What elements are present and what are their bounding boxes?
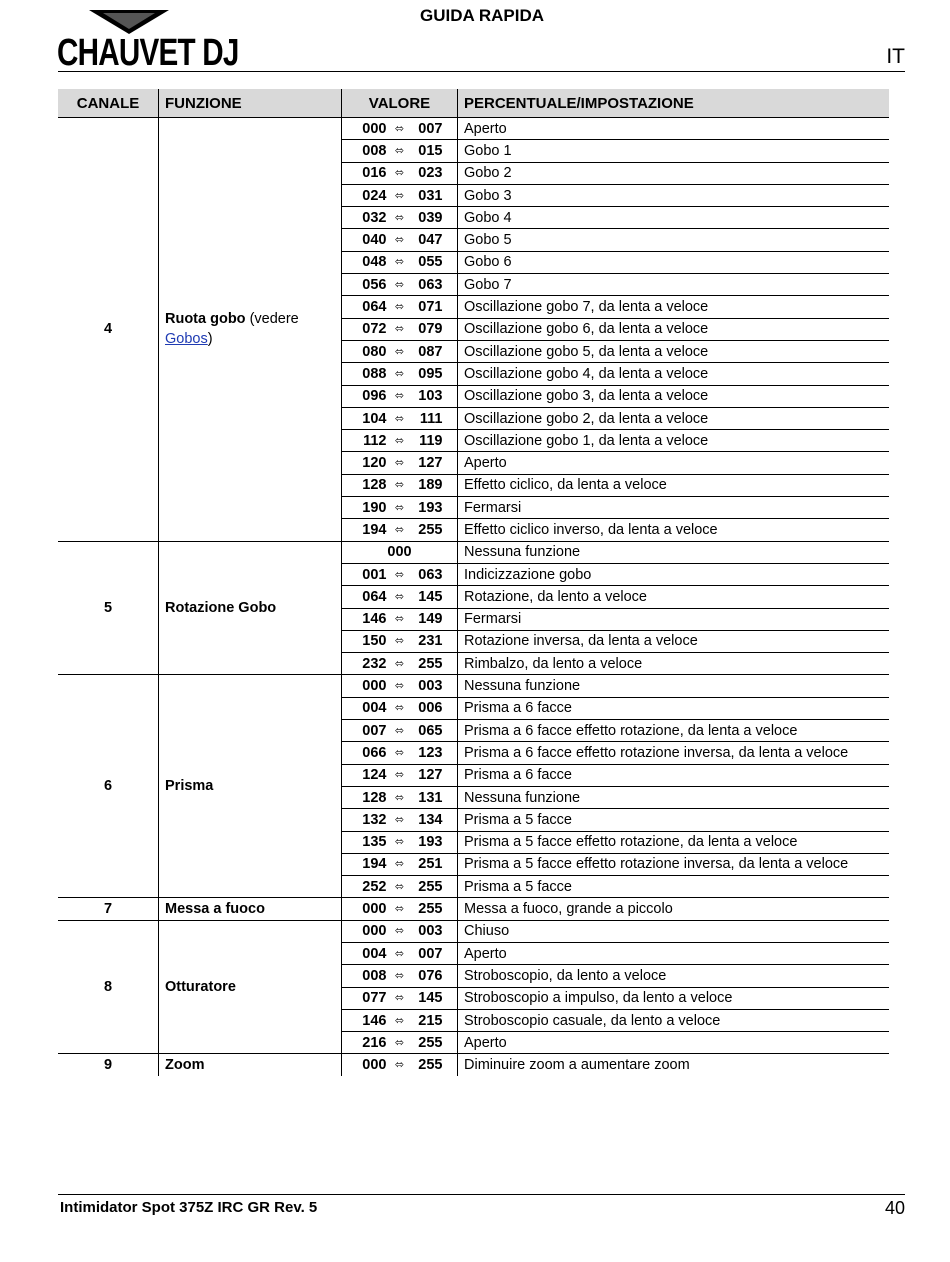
dmx-value-range [342, 630, 458, 652]
value-low: 194 [362, 521, 387, 538]
dmx-value-range [342, 1032, 458, 1054]
setting-description: Prisma a 5 facce [458, 876, 890, 898]
column-header-canale: CANALE [58, 89, 159, 118]
value-high: 255 [418, 878, 443, 895]
range-arrow-icon: ⬄ [394, 301, 405, 314]
setting-description: Prisma a 5 facce effetto rotazione inversa, da lenta a veloce [458, 853, 890, 875]
value-high: 065 [418, 722, 443, 739]
range-arrow-icon: ⬄ [394, 479, 405, 492]
range-arrow-icon: ⬄ [394, 613, 405, 626]
value-low: 096 [362, 388, 387, 405]
range-arrow-icon: ⬄ [394, 434, 405, 447]
setting-description: Prisma a 6 facce [458, 697, 890, 719]
value-low: 216 [362, 1034, 387, 1051]
dmx-value-range [342, 118, 458, 140]
range-arrow-icon: ⬄ [394, 947, 405, 960]
setting-description: Effetto ciclico, da lenta a veloce [458, 474, 890, 496]
range-arrow-icon: ⬄ [394, 523, 405, 536]
value-low: 001 [362, 566, 387, 583]
value-high: 047 [418, 232, 443, 249]
setting-description: Fermarsi [458, 608, 890, 630]
setting-description: Fermarsi [458, 497, 890, 519]
dmx-value-range [342, 675, 458, 697]
dmx-value-range [342, 474, 458, 496]
value-high: 003 [418, 923, 443, 940]
footer-document-name: Intimidator Spot 375Z IRC GR Rev. 5 [60, 1199, 318, 1216]
dmx-value-range [342, 318, 458, 340]
range-arrow-icon: ⬄ [394, 635, 405, 648]
value-low: 128 [362, 477, 387, 494]
setting-description: Oscillazione gobo 5, da lenta a veloce [458, 340, 890, 362]
value-high: 095 [418, 365, 443, 382]
dmx-value-range [342, 162, 458, 184]
dmx-value-range [342, 831, 458, 853]
range-arrow-icon: ⬄ [394, 278, 405, 291]
dmx-value-range [342, 274, 458, 296]
header-divider [58, 71, 905, 72]
dmx-value-range [342, 697, 458, 719]
value-low: 008 [362, 142, 387, 159]
language-code: IT [886, 45, 905, 68]
value-low: 000 [362, 1057, 387, 1074]
range-arrow-icon: ⬄ [394, 724, 405, 737]
brand-wordmark: CHAUVET DJ [57, 32, 239, 74]
dmx-value-range [342, 296, 458, 318]
value-high: 031 [418, 187, 443, 204]
dmx-value-range [342, 786, 458, 808]
value-low: 232 [362, 655, 387, 672]
value-high: 007 [418, 120, 443, 137]
value-low: 000 [362, 120, 387, 137]
setting-description: Diminuire zoom a aumentare zoom [464, 1057, 690, 1074]
value-low: 000 [387, 544, 412, 561]
dmx-value-range [342, 853, 458, 875]
setting-description: Oscillazione gobo 1, da lenta a veloce [458, 430, 890, 452]
value-low: 135 [362, 834, 387, 851]
value-high: 131 [418, 789, 443, 806]
value-high: 123 [418, 744, 443, 761]
dmx-value-range [342, 563, 458, 585]
setting-description: Nessuna funzione [458, 541, 890, 563]
dmx-value-range [342, 586, 458, 608]
channel-function [159, 541, 342, 675]
table-row [58, 1054, 889, 1076]
setting-description: Nessuna funzione [458, 675, 890, 697]
range-arrow-icon: ⬄ [394, 390, 405, 403]
value-high: 071 [418, 299, 443, 316]
setting-description: Oscillazione gobo 7, da lenta a veloce [458, 296, 890, 318]
dmx-value-range [342, 987, 458, 1009]
column-header-valore: VALORE [342, 89, 458, 118]
value-high: 251 [418, 856, 443, 873]
range-arrow-icon: ⬄ [394, 167, 405, 180]
dmx-value-range [342, 140, 458, 162]
channel-function [159, 898, 342, 920]
function-name: Rotazione Gobo [165, 600, 277, 617]
dmx-channel-table [58, 89, 889, 1076]
setting-description: Aperto [458, 942, 890, 964]
setting-description: Stroboscopio a impulso, da lento a veloce [458, 987, 890, 1009]
value-low: 112 [363, 432, 387, 449]
channel-number: 4 [58, 118, 159, 542]
range-arrow-icon: ⬄ [394, 122, 405, 135]
dmx-value-range [342, 1009, 458, 1031]
value-low: 190 [362, 499, 387, 516]
value-high: 255 [418, 1034, 443, 1051]
channel-function [159, 1054, 342, 1076]
dmx-value-range [342, 430, 458, 452]
value-high: 103 [418, 388, 443, 405]
value-high: 255 [418, 901, 443, 918]
value-low: 000 [362, 923, 387, 940]
value-low: 064 [362, 299, 387, 316]
range-arrow-icon: ⬄ [394, 590, 405, 603]
value-high: 189 [418, 477, 443, 494]
range-arrow-icon: ⬄ [394, 836, 405, 849]
value-low: 000 [362, 678, 387, 695]
value-low: 024 [362, 187, 387, 204]
value-low: 040 [362, 232, 387, 249]
value-high: 127 [418, 455, 443, 472]
setting-description: Gobo 1 [458, 140, 890, 162]
setting-description: Rimbalzo, da lento a veloce [458, 653, 890, 675]
setting-description: Aperto [458, 452, 890, 474]
value-high: 039 [418, 209, 443, 226]
dmx-value-range [342, 229, 458, 251]
setting-description: Stroboscopio casuale, da lento a veloce [458, 1009, 890, 1031]
range-arrow-icon: ⬄ [394, 323, 405, 336]
table-row [58, 920, 889, 942]
dmx-value-range [342, 1054, 458, 1076]
function-name: Zoom [165, 1057, 205, 1074]
dmx-value-range [342, 541, 458, 563]
value-low: 064 [362, 588, 387, 605]
value-high: 193 [418, 834, 443, 851]
footer-divider [58, 1194, 905, 1195]
range-arrow-icon: ⬄ [394, 657, 405, 670]
setting-description: Aperto [458, 118, 890, 140]
range-arrow-icon: ⬄ [394, 256, 405, 269]
value-high: 007 [418, 945, 443, 962]
value-low: 146 [362, 611, 387, 628]
channel-number: 7 [58, 898, 159, 920]
setting-description: Prisma a 5 facce effetto rotazione, da lenta a veloce [458, 831, 890, 853]
table-row [58, 541, 889, 563]
function-name: Otturatore [165, 979, 236, 996]
setting-description: Stroboscopio, da lento a veloce [458, 965, 890, 987]
range-arrow-icon: ⬄ [394, 144, 405, 157]
value-high: 215 [418, 1012, 443, 1029]
value-low: 032 [362, 209, 387, 226]
document-title: GUIDA RAPIDA [419, 6, 545, 25]
channel-number: 5 [58, 541, 159, 675]
setting-description: Prisma a 6 facce effetto rotazione inversa, da lenta a veloce [458, 742, 890, 764]
setting-description: Gobo 3 [458, 184, 890, 206]
table-row [58, 675, 889, 697]
setting-description: Oscillazione gobo 4, da lenta a veloce [458, 363, 890, 385]
value-low: 194 [362, 856, 387, 873]
range-arrow-icon: ⬄ [394, 501, 405, 514]
setting-description: Chiuso [458, 920, 890, 942]
value-high: 145 [418, 990, 443, 1007]
setting-description: Gobo 4 [458, 207, 890, 229]
value-high: 149 [418, 611, 443, 628]
range-arrow-icon: ⬄ [394, 992, 405, 1005]
dmx-value-range [342, 407, 458, 429]
value-high: 063 [418, 566, 443, 583]
value-high: 006 [418, 700, 443, 717]
channel-number: 8 [58, 920, 159, 1054]
value-high: 193 [418, 499, 443, 516]
value-low: 088 [362, 365, 387, 382]
range-arrow-icon: ⬄ [394, 969, 405, 982]
dmx-value-range [342, 876, 458, 898]
value-high: 079 [418, 321, 443, 338]
range-arrow-icon: ⬄ [394, 568, 405, 581]
range-arrow-icon: ⬄ [394, 211, 405, 224]
dmx-value-range [342, 920, 458, 942]
value-low: 016 [362, 165, 387, 182]
value-low: 252 [362, 878, 387, 895]
value-high: 119 [419, 432, 443, 449]
dmx-value-range [342, 519, 458, 541]
range-arrow-icon: ⬄ [394, 345, 405, 358]
range-arrow-icon: ⬄ [394, 858, 405, 871]
setting-description: Aperto [458, 1032, 890, 1054]
value-low: 000 [362, 901, 387, 918]
dmx-value-range [342, 363, 458, 385]
setting-description: Prisma a 5 facce [458, 809, 890, 831]
value-high: 003 [418, 678, 443, 695]
value-low: 048 [362, 254, 387, 271]
value-high: 255 [418, 1057, 443, 1074]
value-high: 231 [418, 633, 443, 650]
range-arrow-icon: ⬄ [394, 1036, 405, 1049]
setting-description: Messa a fuoco, grande a piccolo [458, 898, 890, 920]
dmx-value-range [342, 184, 458, 206]
range-arrow-icon: ⬄ [394, 903, 405, 916]
range-arrow-icon: ⬄ [394, 791, 405, 804]
value-high: 255 [418, 521, 443, 538]
value-low: 056 [362, 276, 387, 293]
value-low: 124 [362, 767, 387, 784]
value-high: 087 [418, 343, 443, 360]
value-high: 015 [418, 142, 443, 159]
page-number: 40 [884, 1198, 905, 1218]
setting-description: Gobo 5 [458, 229, 890, 251]
value-low: 128 [362, 789, 387, 806]
range-arrow-icon: ⬄ [394, 234, 405, 247]
value-low: 008 [362, 967, 387, 984]
setting-description: Gobo 2 [458, 162, 890, 184]
range-arrow-icon: ⬄ [394, 457, 405, 470]
function-name: Ruota gobo [165, 311, 246, 328]
setting-description: Oscillazione gobo 3, da lenta a veloce [458, 385, 890, 407]
value-low: 120 [362, 455, 387, 472]
setting-description: Nessuna funzione [458, 786, 890, 808]
value-low: 004 [362, 700, 387, 717]
dmx-value-range [342, 653, 458, 675]
setting-description: Gobo 6 [458, 251, 890, 273]
dmx-value-range [342, 720, 458, 742]
range-arrow-icon: ⬄ [394, 1014, 405, 1027]
dmx-value-range [342, 608, 458, 630]
range-arrow-icon: ⬄ [394, 680, 405, 693]
column-header-percentuale: PERCENTUALE/IMPOSTAZIONE [458, 89, 890, 118]
dmx-value-range [342, 898, 458, 920]
value-low: 132 [362, 811, 387, 828]
dmx-value-range [342, 497, 458, 519]
dmx-value-range [342, 742, 458, 764]
value-high: 127 [418, 767, 443, 784]
value-high: 023 [418, 165, 443, 182]
value-low: 104 [362, 410, 387, 427]
column-header-funzione: FUNZIONE [159, 89, 342, 118]
dmx-value-range [342, 251, 458, 273]
setting-description: Gobo 7 [458, 274, 890, 296]
table-row [58, 118, 889, 140]
dmx-value-range [342, 764, 458, 786]
dmx-value-range [342, 207, 458, 229]
value-high: 145 [418, 588, 443, 605]
range-arrow-icon: ⬄ [394, 769, 405, 782]
value-low: 072 [362, 321, 387, 338]
value-low: 080 [362, 343, 387, 360]
channel-function [159, 675, 342, 898]
range-arrow-icon: ⬄ [394, 1059, 405, 1072]
setting-description: Prisma a 6 facce effetto rotazione, da lenta a veloce [458, 720, 890, 742]
channel-function [159, 118, 342, 542]
channel-number: 9 [58, 1054, 159, 1076]
value-high: 076 [418, 967, 443, 984]
range-arrow-icon: ⬄ [394, 746, 405, 759]
value-high: 063 [418, 276, 443, 293]
value-high: 255 [418, 655, 443, 672]
dmx-value-range [342, 340, 458, 362]
range-arrow-icon: ⬄ [394, 412, 405, 425]
range-arrow-icon: ⬄ [394, 925, 405, 938]
value-low: 146 [362, 1012, 387, 1029]
setting-description: Rotazione inversa, da lenta a veloce [458, 630, 890, 652]
function-name: Prisma [165, 778, 214, 795]
range-arrow-icon: ⬄ [394, 813, 405, 826]
dmx-value-range [342, 385, 458, 407]
value-high: 134 [418, 811, 443, 828]
range-arrow-icon: ⬄ [394, 367, 405, 380]
setting-description: Oscillazione gobo 6, da lenta a veloce [458, 318, 890, 340]
channel-function [159, 920, 342, 1054]
value-high: 111 [419, 410, 443, 427]
setting-description: Effetto ciclico inverso, da lenta a veloce [458, 519, 890, 541]
table-header-row [58, 89, 889, 118]
table-row [58, 898, 889, 920]
value-high: 055 [418, 254, 443, 271]
range-arrow-icon: ⬄ [394, 189, 405, 202]
setting-description: Prisma a 6 facce [458, 764, 890, 786]
dmx-value-range [342, 942, 458, 964]
gobos-link[interactable]: Gobos [165, 331, 208, 348]
setting-description: Rotazione, da lento a veloce [458, 586, 890, 608]
value-low: 007 [362, 722, 387, 739]
value-low: 066 [362, 744, 387, 761]
channel-number: 6 [58, 675, 159, 898]
value-low: 150 [362, 633, 387, 650]
range-arrow-icon: ⬄ [394, 702, 405, 715]
setting-description: Indicizzazione gobo [458, 563, 890, 585]
function-note: (vedere [245, 311, 303, 328]
dmx-value-range [342, 965, 458, 987]
dmx-value-range [342, 452, 458, 474]
dmx-value-range [342, 809, 458, 831]
value-low: 077 [362, 990, 387, 1007]
range-arrow-icon: ⬄ [394, 880, 405, 893]
setting-description: Oscillazione gobo 2, da lenta a veloce [458, 407, 890, 429]
function-note-close: ) [207, 331, 213, 348]
function-name: Messa a fuoco [165, 901, 265, 918]
value-low: 004 [362, 945, 387, 962]
